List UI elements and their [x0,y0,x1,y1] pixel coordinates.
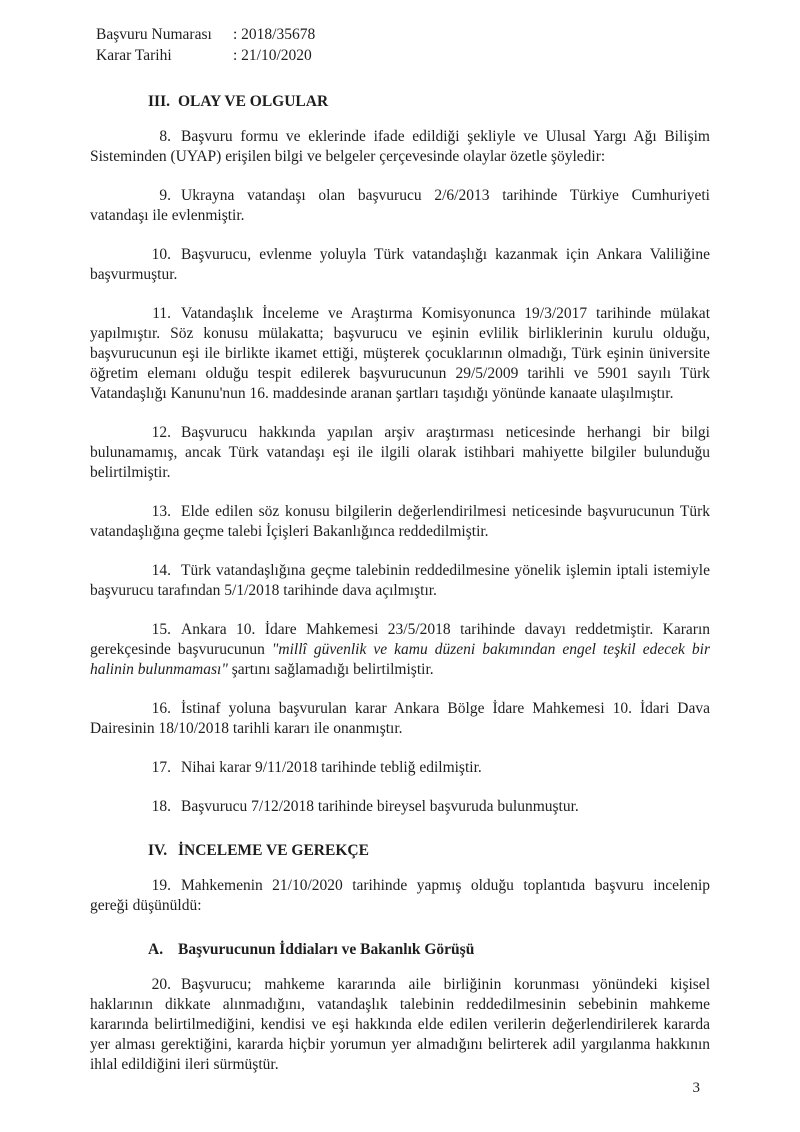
paragraph-11 [90,304,710,404]
paragraph-text: şartını sağlamadığı belirtilmiştir. [231,661,434,678]
application-number-value: : 2018/35678 [233,26,316,43]
quoted-legal-condition: "millî güvenlik ve kamu düzeni bakımından engel teşkil edecek bir halinin bulunmaması" [90,641,710,678]
paragraph-number: 11. [152,305,171,322]
paragraph-9 [90,186,710,226]
paragraph-number: 9. [159,187,171,204]
paragraph-17 [90,758,710,778]
section-title: İNCELEME VE GEREKÇE [178,842,369,859]
paragraph-20 [90,975,710,1075]
section-number: IV. [148,842,168,859]
application-number-label: Başvuru Numarası [96,26,212,43]
paragraph-text: Vatandaşlık İnceleme ve Araştırma Komisyonunca 19/3/2017 tarihinde mülakat yapılmıştır. Söz konusu mülakatta; başvurucu ve eşinin evlilik birliklerinin kurulu olduğu, başvurucunun eşi ile birlikte ikamet ettiği, müşterek çocuklarının olmadığı, Türk eşinin üniversite öğretim elemanı olduğu tespit edilerek başvurucunun 29/5/2009 tarihli ve 5901 sayılı Türk Vatandaşlığı Kanunu'nun 16. maddesinde aranan şartları taşıdığı yönünde kanaate ulaşılmıştır. [90,305,710,402]
paragraph-text: Başvurucu 7/12/2018 tarihinde bireysel başvuruda bulunmuştur. [181,798,579,815]
paragraph-8 [90,127,710,167]
paragraph-text: Ankara 10. İdare Mahkemesi 23/5/2018 tarihinde davayı reddetmiştir. Kararın gerekçesinde başvurucunun [90,621,710,658]
subsection-letter: A. [148,941,164,958]
decision-date-label: Karar Tarihi [96,47,172,64]
paragraph-text: Başvuru formu ve eklerinde ifade edildiği şekliyle ve Ulusal Yargı Ağı Bilişim Sisteminden (UYAP) erişilen bilgi ve belgeler çerçevesinde olaylar özetle şöyledir: [90,128,710,165]
paragraph-15 [90,620,710,680]
header-row-decision-date [96,45,710,66]
paragraph-text: Ukrayna vatandaşı olan başvurucu 2/6/2013 tarihinde Türkiye Cumhuriyeti vatandaşı ile evlenmiştir. [90,187,710,224]
paragraph-text: Başvurucu; mahkeme kararında aile birliğinin korunması yönündeki kişisel haklarının dikkate alınmadığını, vatandaşlık talebinin reddedilmesinin sebebinin mahkeme kararında belirtilmediğini, kendisi ve eşi hakkında elde edilen verilerin değerlendirilerek kararda yer alması gerektiğini, kararda hiçbir yorumun yer almadığını belirterek adil yargılanma hakkının ihlal edildiğini ileri sürmüştür. [90,976,710,1073]
paragraph-text: Nihai karar 9/11/2018 tarihinde tebliğ edilmiştir. [181,759,482,776]
section-number: III. [148,93,170,110]
paragraph-number: 16. [151,700,171,717]
paragraph-number: 8. [159,128,171,145]
section-heading-inceleme-ve-gerekce [90,841,710,861]
subsection-heading-iddialar-ve-bakanlik-gorusu [90,940,710,960]
header-row-application-number [96,24,710,45]
section-title: OLAY VE OLGULAR [178,93,329,110]
paragraph-text: Elde edilen söz konusu bilgilerin değerlendirilmesi neticesinde başvurucunun Türk vatandaşlığına geçme talebi İçişleri Bakanlığınca reddedilmiştir. [90,503,710,540]
paragraph-number: 20. [151,976,171,993]
paragraph-number: 19. [151,877,171,894]
subsection-title: Başvurucunun İddiaları ve Bakanlık Görüşü [178,941,475,958]
paragraph-14 [90,561,710,601]
paragraph-text: Başvurucu, evlenme yoluyla Türk vatandaşlığı kazanmak için Ankara Valiliğine başvurmuştur. [90,246,710,283]
page-number: 3 [692,1080,700,1096]
paragraph-number: 13. [151,503,171,520]
paragraph-number: 12. [151,424,171,441]
paragraph-number: 17. [151,759,171,776]
paragraph-number: 15. [151,621,171,638]
paragraph-12 [90,423,710,483]
paragraph-16 [90,699,710,739]
paragraph-13 [90,502,710,542]
paragraph-text: Türk vatandaşlığına geçme talebinin reddedilmesine yönelik işlemin iptali istemiyle başvurucu tarafından 5/1/2018 tarihinde dava açılmıştır. [90,562,710,599]
paragraph-number: 14. [151,562,171,579]
paragraph-10 [90,245,710,285]
paragraph-number: 18. [151,798,171,815]
paragraph-text: Başvurucu hakkında yapılan arşiv araştırması neticesinde herhangi bir bilgi bulunamamış, ancak Türk vatandaşı eşi ile ilgili olarak istihbari mahiyette bilgiler bulunduğu belirtilmiştir. [90,424,710,481]
decision-date-value: : 21/10/2020 [233,47,312,64]
section-heading-olay-ve-olgular [90,92,710,112]
paragraph-19 [90,876,710,916]
paragraph-18 [90,797,710,817]
paragraph-text: Mahkemenin 21/10/2020 tarihinde yapmış olduğu toplantıda başvuru incelenip gereği düşünüldü: [90,877,710,914]
paragraph-text: İstinaf yoluna başvurulan karar Ankara Bölge İdare Mahkemesi 10. İdari Dava Dairesinin 18/10/2018 tarihli kararı ile onanmıştır. [90,700,710,737]
document-header [96,24,710,66]
paragraph-number: 10. [151,246,171,263]
